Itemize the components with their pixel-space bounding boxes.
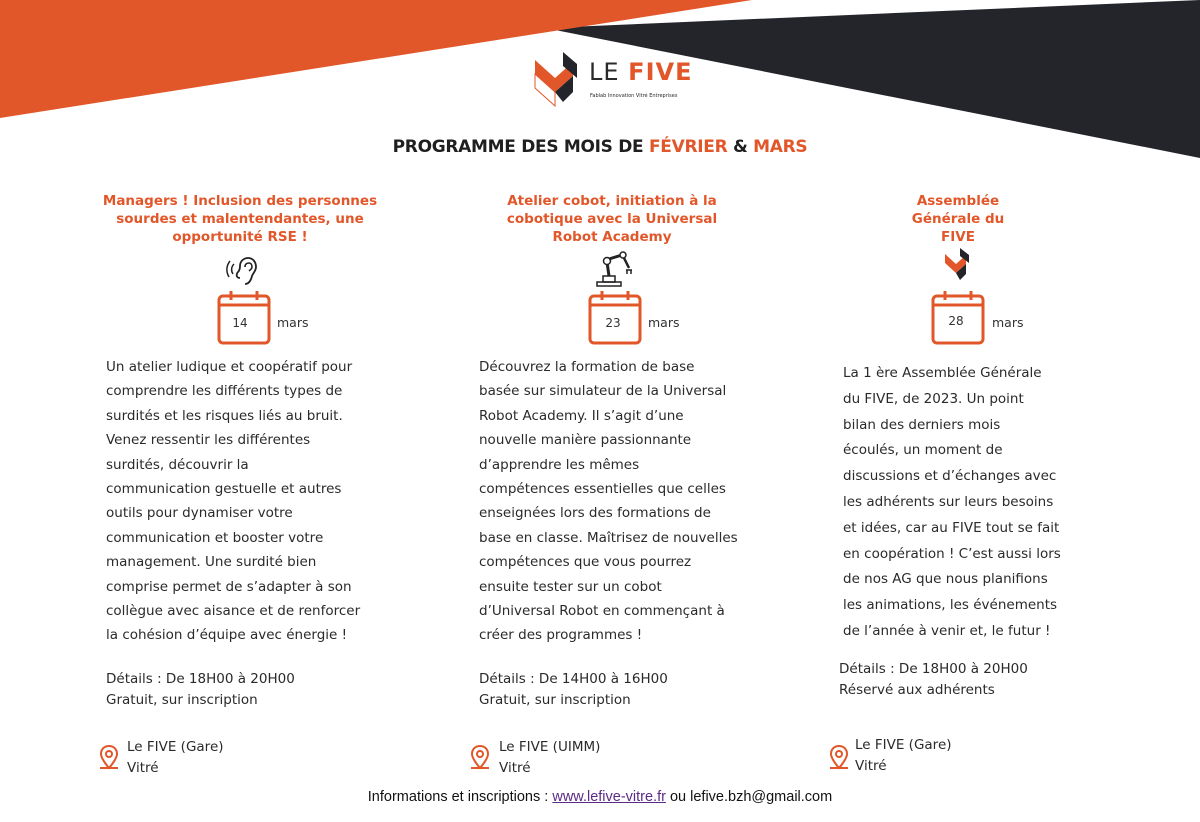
- title-and: &: [727, 137, 754, 157]
- event-2-location: Le FIVE (UIMM) Vitré: [499, 739, 601, 776]
- calendar-day-3: 28: [948, 314, 964, 328]
- event-1-location: Le FIVE (Gare) Vitré: [127, 739, 224, 776]
- email-address[interactable]: lefive.bzh@gmail.com: [690, 789, 833, 805]
- event-3-location: Le FIVE (Gare) Vitré: [855, 737, 952, 774]
- le-five-logo-icon: [944, 248, 972, 286]
- title-month-march: MARS: [753, 137, 808, 157]
- location-pin-icon: [469, 744, 491, 770]
- event-2-month: mars: [648, 315, 680, 330]
- event-3-month: mars: [992, 315, 1024, 330]
- event-1-month: mars: [277, 315, 309, 330]
- calendar-day-1: 14: [232, 316, 248, 330]
- event-2-description: Découvrez la formation de base basée sur simulateur de la Universal Robot Academy. Il s’agit d’une nouvelle manière passionnante d’apprendre les mêmes compétences essentielles que celles enseignées lors des formations de base en classe. Maîtrisez de nouvelles compétences que vous pourrez ensuite tester sur un cobot d’Universal Robot en commençant à créer des programmes !: [479, 359, 738, 644]
- website-link[interactable]: www.lefive-vitre.fr: [552, 789, 666, 805]
- location-pin-icon: [828, 744, 850, 770]
- title-prefix: PROGRAMME DES MOIS DE: [392, 137, 649, 157]
- logo-tagline: Fablab Innovation Vitré Entreprises: [590, 93, 678, 99]
- event-1-description: Un atelier ludique et coopératif pour comprendre les différents types de surdités et les risques liés au bruit. Venez ressentir les différentes surdités, découvrir la communication gestuelle et autres outils pour dynamiser votre communication et booster votre management. Une surdité bien comprise permet de s’adapter à son collègue avec aisance et de renforcer la cohésion d’équipe avec énergie !: [106, 359, 361, 644]
- event-2-title: Atelier cobot, initiation à la cobotique avec la Universal Robot Academy: [506, 193, 718, 245]
- robot-arm-icon: [595, 250, 635, 288]
- event-1-title: Managers ! Inclusion des personnes sourdes et malentendantes, une opportunité RSE !: [102, 193, 378, 245]
- event-3-details: Détails : De 18H00 à 20H00 Réservé aux adhérents: [839, 661, 1028, 698]
- event-2-details: Détails : De 14H00 à 16H00 Gratuit, sur inscription: [479, 671, 668, 708]
- event-3-description: La 1 ère Assemblée Générale du FIVE, de 2023. Un point bilan des derniers mois écoulés, un moment de discussions et d’échanges avec les adhérents sur leurs besoins et idées, car au FIVE tout se fait en coopération ! C’est aussi lors de nos AG que nous planifions les animations, les événements de l’année à venir et, le futur !: [843, 365, 1061, 639]
- page-title: [0, 137, 1200, 157]
- le-five-logo-icon: [533, 52, 587, 116]
- footer-prefix: Informations et inscriptions :: [367, 789, 553, 805]
- title-month-february: FÉVRIER: [648, 137, 728, 157]
- footer-contact: [0, 789, 1200, 805]
- event-3-title: Assemblée Générale du FIVE: [911, 193, 1005, 245]
- event-1-details: Détails : De 18H00 à 20H00 Gratuit, sur inscription: [106, 671, 295, 708]
- logo-wordmark: LE FIVE: [589, 58, 693, 86]
- ear-icon: [226, 254, 260, 288]
- footer-or: ou: [665, 789, 691, 805]
- calendar-day-2: 23: [605, 316, 621, 330]
- le-five-logo: [533, 52, 693, 116]
- location-pin-icon: [98, 744, 120, 770]
